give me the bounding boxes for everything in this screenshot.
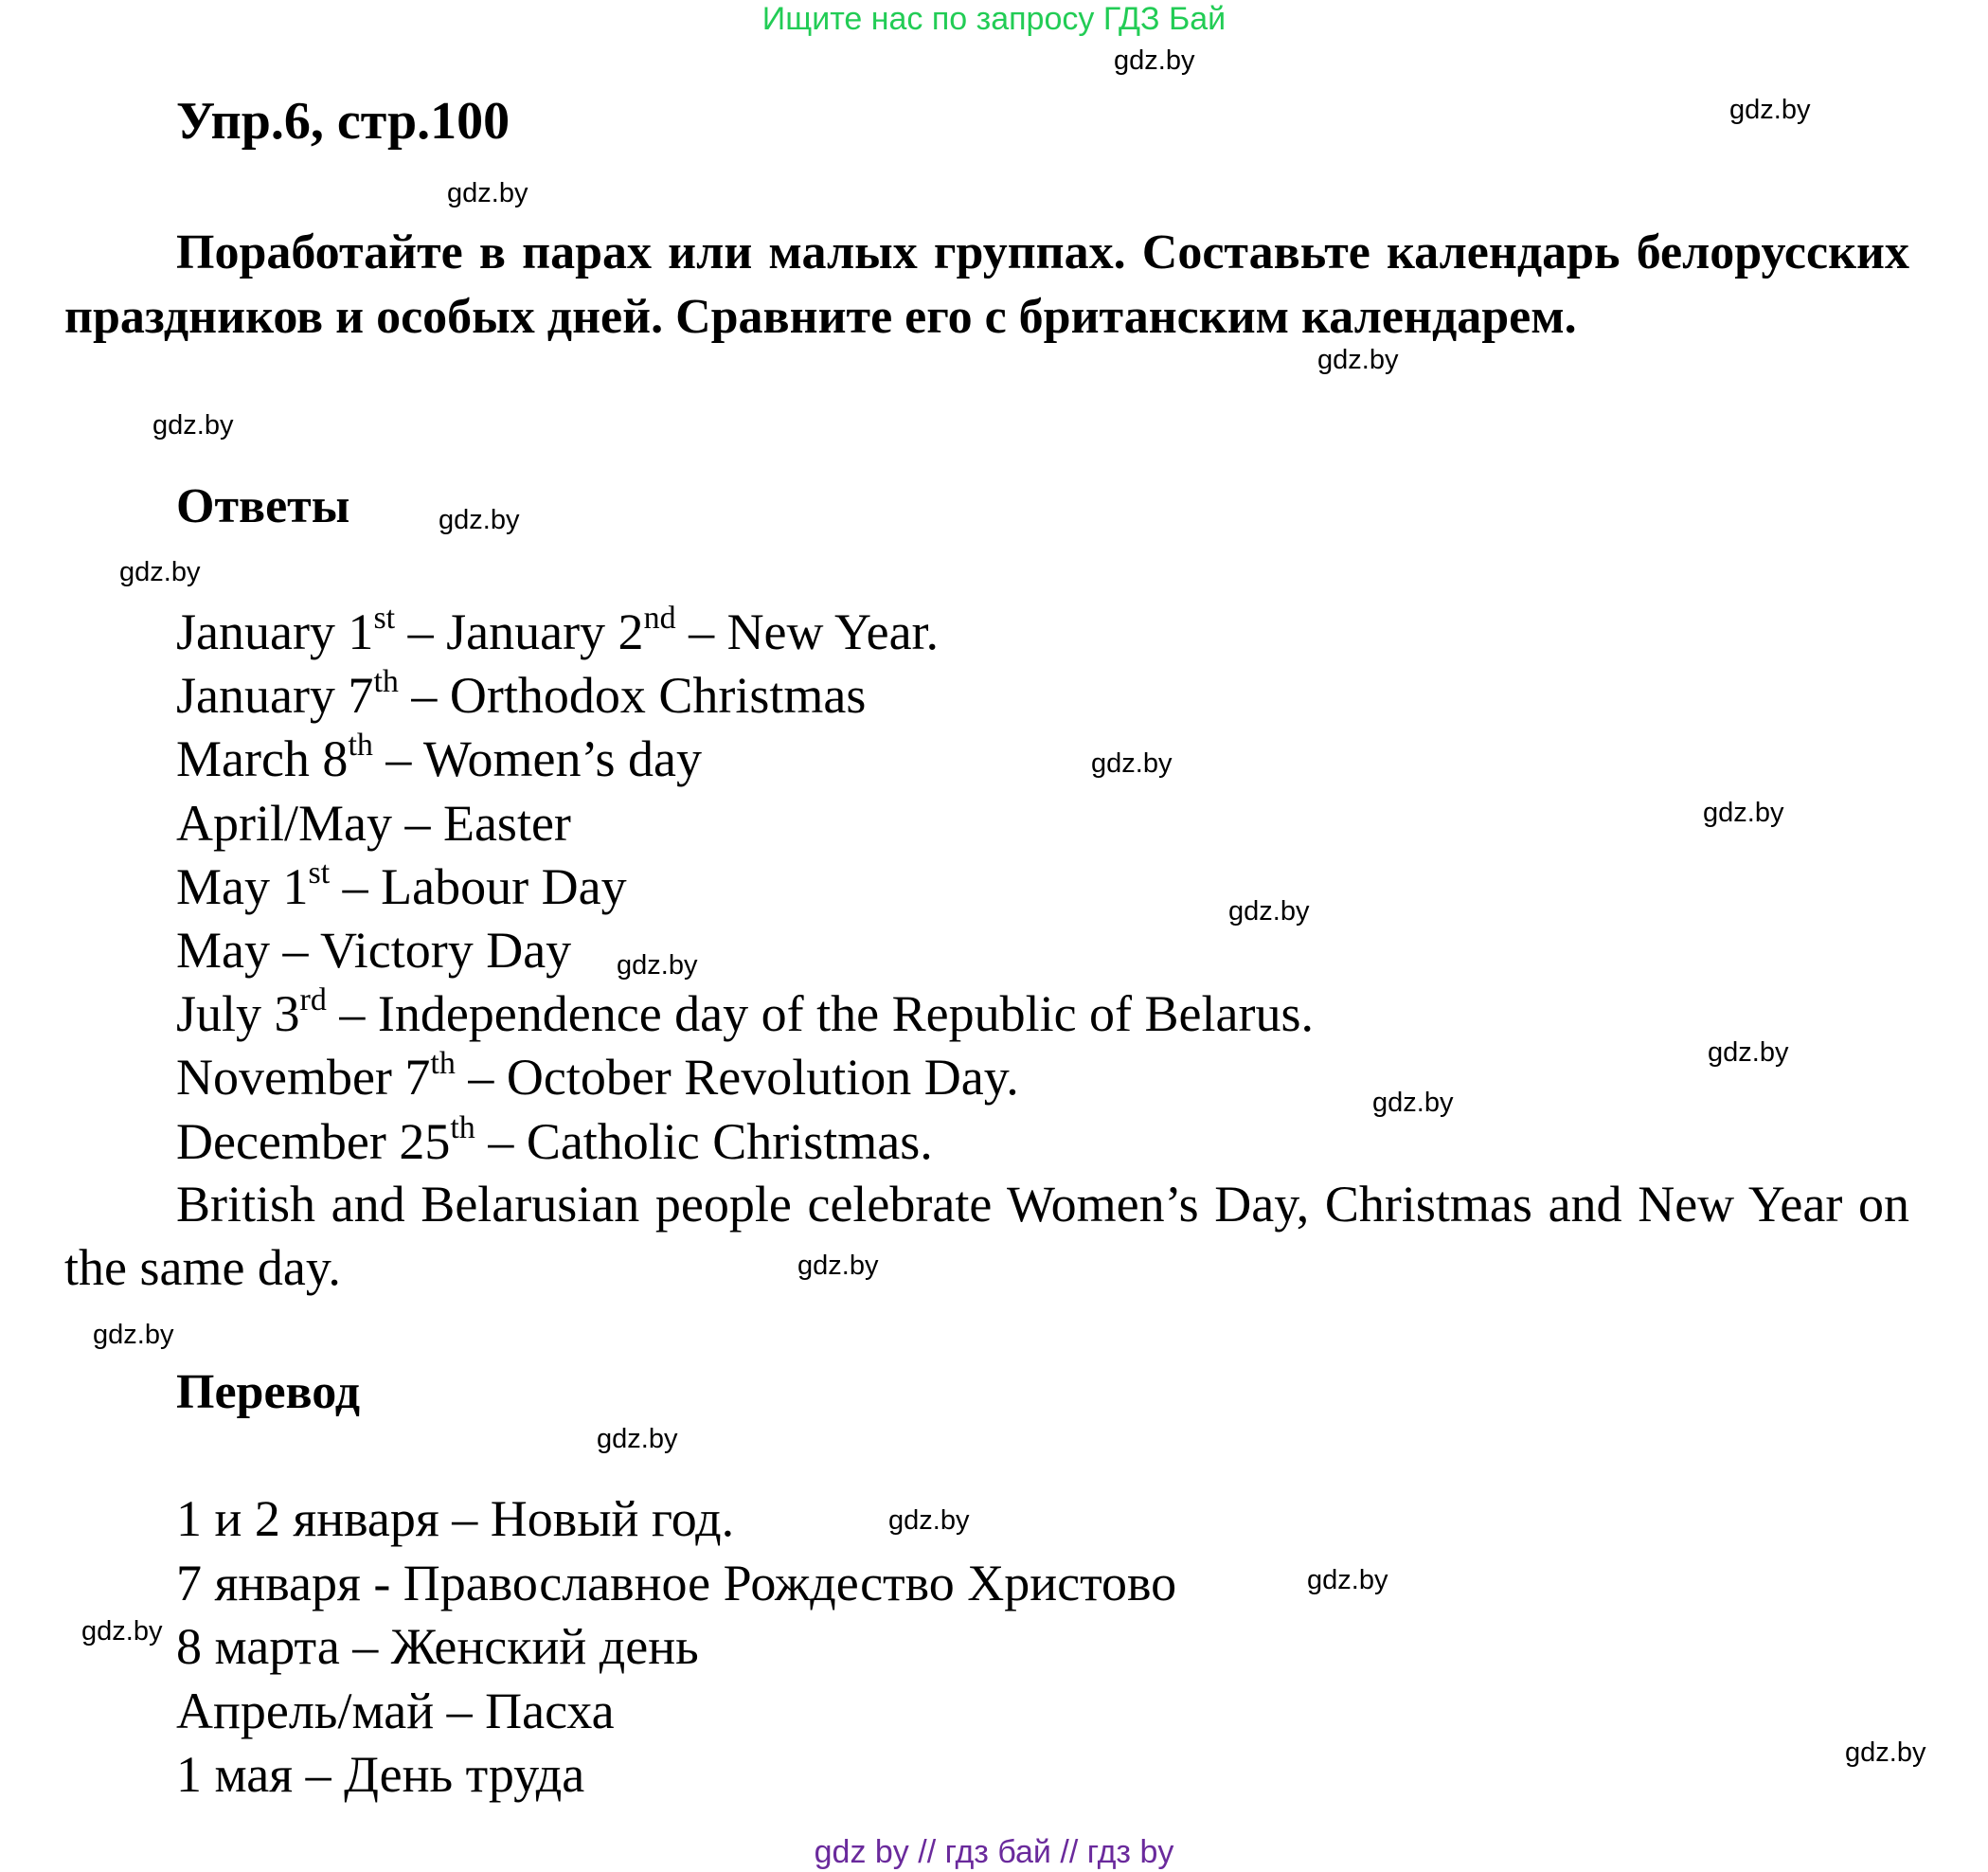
watermark: gdz.by xyxy=(81,1616,163,1647)
answers-list xyxy=(176,601,1314,1174)
task-text: Поработайте в парах или малых группах. Составьте календарь белорусских праздников и особых дней. Сравните его с британским календарем. xyxy=(64,225,1909,344)
exercise-title: Упр.6, стр.100 xyxy=(176,92,510,151)
search-hint-banner: Ищите нас по запросу ГДЗ Бай xyxy=(761,1,1227,37)
answers-heading: Ответы xyxy=(176,479,350,533)
answer-line: May 1st – Labour Day xyxy=(176,855,627,915)
answer-line: January 7th – Orthodox Christmas xyxy=(176,664,867,725)
answer-line: November 7th – October Revolution Day. xyxy=(176,1046,1019,1107)
watermark: gdz.by xyxy=(797,1251,879,1281)
watermark: gdz.by xyxy=(1228,896,1310,927)
answer-line: March 8th – Women’s day xyxy=(176,728,703,788)
answer-line: July 3rd – Independence day of the Republic of Belarus. xyxy=(176,982,1314,1043)
watermark: gdz.by xyxy=(617,950,698,981)
watermark: gdz.by xyxy=(597,1424,678,1454)
watermark: gdz.by xyxy=(1845,1737,1926,1768)
answer-line: January 1st – January 2nd – New Year. xyxy=(176,601,940,660)
answer-line: December 25th – Catholic Christmas. xyxy=(176,1109,933,1170)
watermark: gdz.by xyxy=(1317,345,1399,375)
watermark: gdz.by xyxy=(152,410,234,441)
answer-line: April/May – Easter xyxy=(176,794,571,852)
watermark: gdz.by xyxy=(1708,1037,1789,1068)
translation-list xyxy=(176,1487,1176,1808)
translation-line: 8 марта – Женский день xyxy=(176,1618,699,1675)
translation-line: 7 января - Православное Рождество Христово xyxy=(176,1554,1177,1611)
watermark: gdz.by xyxy=(1307,1565,1388,1595)
watermark: gdz.by xyxy=(1729,95,1811,125)
translation-heading: Перевод xyxy=(176,1365,361,1419)
answer-line: May – Victory Day xyxy=(176,921,572,979)
watermark: gdz.by xyxy=(1703,798,1784,828)
watermark: gdz.by xyxy=(439,505,520,535)
footer-links[interactable]: gdz by // гдз бай // гдз by xyxy=(814,1834,1174,1870)
watermark: gdz.by xyxy=(447,178,528,208)
watermark: gdz.by xyxy=(1372,1088,1454,1118)
translation-line: Апрель/май – Пасха xyxy=(176,1682,615,1739)
watermark: gdz.by xyxy=(119,557,201,587)
watermark: gdz.by xyxy=(1114,45,1195,76)
translation-line: 1 и 2 января – Новый год. xyxy=(176,1490,735,1547)
watermark: gdz.by xyxy=(888,1505,970,1536)
watermark: gdz.by xyxy=(1091,748,1173,779)
watermark: gdz.by xyxy=(93,1320,174,1350)
answer-conclusion: British and Belarusian people celebrate Women’s Day, Christmas and New Year on the same day. xyxy=(64,1176,1909,1296)
translation-line: 1 мая – День труда xyxy=(176,1746,585,1803)
